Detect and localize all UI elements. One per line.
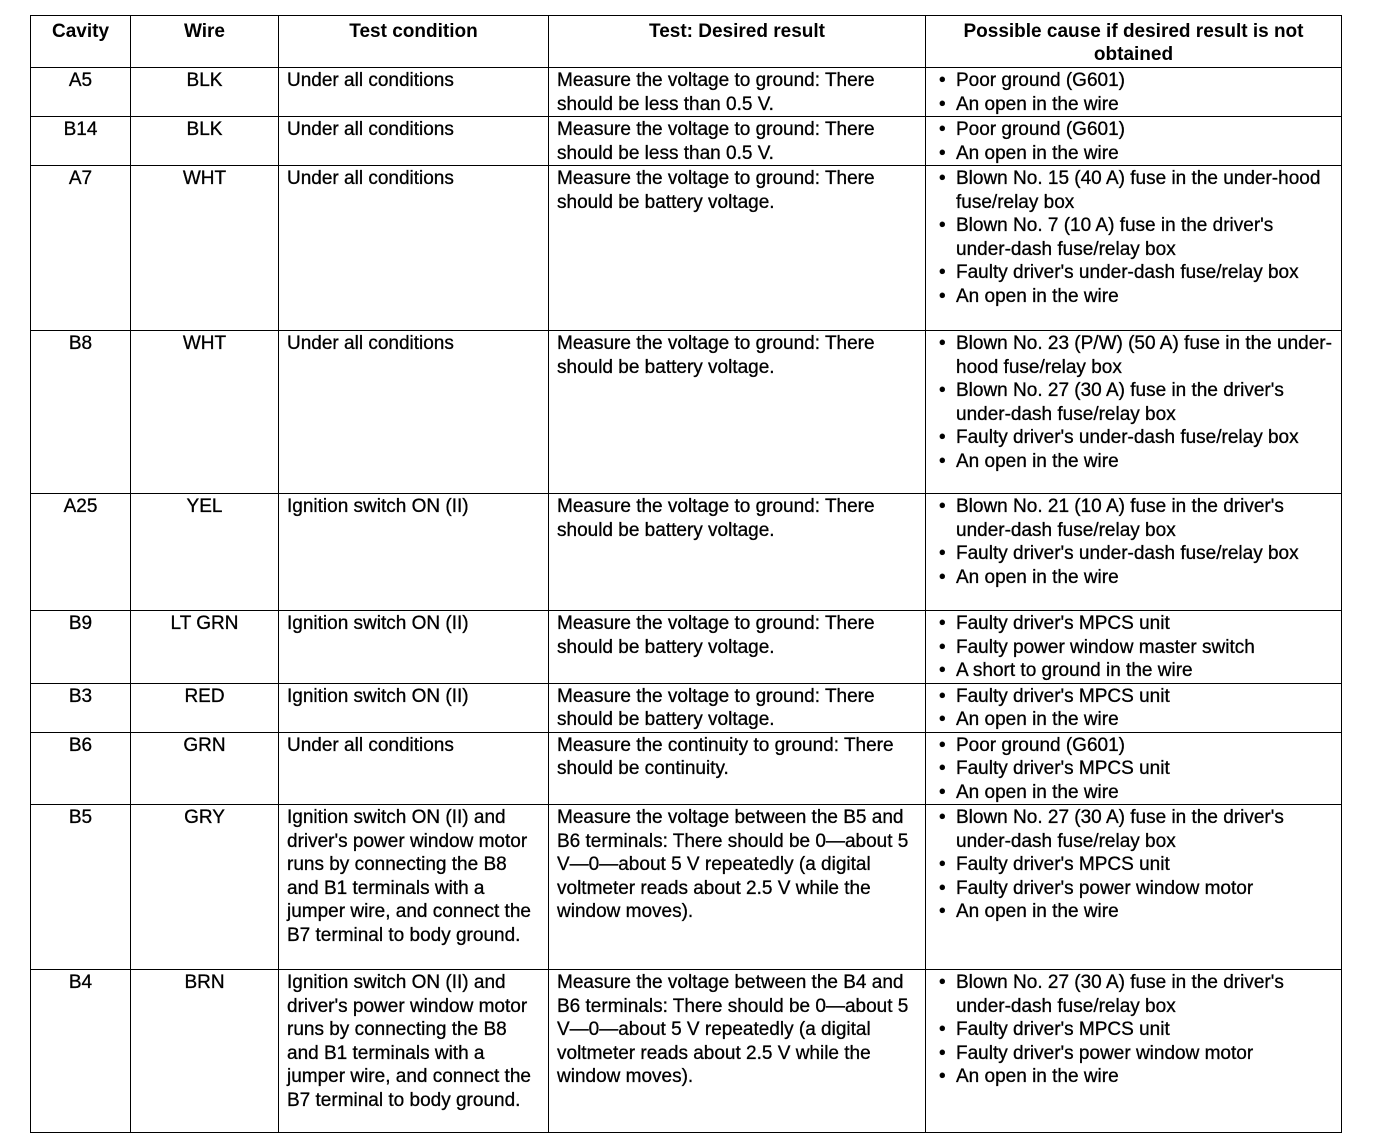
- test-condition-cell: Ignition switch ON (II): [279, 683, 549, 732]
- test-condition-cell: Ignition switch ON (II): [279, 494, 549, 611]
- cause-item: • Blown No. 23 (P/W) (50 A) fuse in the under-hood fuse/relay box: [956, 332, 1333, 379]
- table-row: [31, 494, 1342, 611]
- cause-item: • Faulty driver's MPCS unit: [956, 1018, 1333, 1042]
- header-row: [31, 16, 1342, 68]
- cause-item: • Blown No. 27 (30 A) fuse in the driver's under-dash fuse/relay box: [956, 379, 1333, 426]
- table-row: [31, 683, 1342, 732]
- cavity-cell: B9: [31, 611, 131, 684]
- desired-result-cell: Measure the voltage to ground: There should be battery voltage.: [549, 683, 926, 732]
- possible-cause-cell: [926, 166, 1342, 331]
- cause-list: [934, 971, 1333, 1089]
- cause-item: • Faulty driver's under-dash fuse/relay box: [956, 426, 1333, 450]
- cavity-cell: A5: [31, 68, 131, 117]
- possible-cause-cell: [926, 331, 1342, 494]
- wire-cell: RED: [131, 683, 279, 732]
- table-row: [31, 117, 1342, 166]
- wire-cell: BRN: [131, 970, 279, 1133]
- test-condition-cell: Ignition switch ON (II) and driver's power window motor runs by connecting the B8 and B1 terminals with a jumper wire, and connect the B7 terminal to body ground.: [279, 805, 549, 970]
- possible-cause-cell: [926, 611, 1342, 684]
- cause-item: • An open in the wire: [956, 285, 1333, 309]
- cavity-cell: B5: [31, 805, 131, 970]
- possible-cause-cell: [926, 683, 1342, 732]
- desired-result-cell: Measure the voltage between the B5 and B6 terminals: There should be 0—about 5 V—0—about 5 V repeatedly (a digital voltmeter reads about 2.5 V while the window moves).: [549, 805, 926, 970]
- table-row: [31, 732, 1342, 805]
- cause-item: • Blown No. 15 (40 A) fuse in the under-hood fuse/relay box: [956, 167, 1333, 214]
- wire-cell: BLK: [131, 117, 279, 166]
- cause-item: • An open in the wire: [956, 450, 1333, 474]
- desired-result-cell: Measure the voltage to ground: There should be battery voltage.: [549, 331, 926, 494]
- cause-item: • An open in the wire: [956, 142, 1333, 166]
- desired-result-cell: Measure the continuity to ground: There should be continuity.: [549, 732, 926, 805]
- desired-result-cell: Measure the voltage to ground: There should be battery voltage.: [549, 611, 926, 684]
- desired-result-cell: Measure the voltage between the B4 and B6 terminals: There should be 0—about 5 V—0—about 5 V repeatedly (a digital voltmeter reads about 2.5 V while the window moves).: [549, 970, 926, 1133]
- test-condition-cell: Ignition switch ON (II): [279, 611, 549, 684]
- cause-item: • Faulty driver's MPCS unit: [956, 757, 1333, 781]
- wire-cell: WHT: [131, 166, 279, 331]
- desired-result-cell: Measure the voltage to ground: There should be less than 0.5 V.: [549, 68, 926, 117]
- cavity-cell: A7: [31, 166, 131, 331]
- possible-cause-cell: [926, 494, 1342, 611]
- cavity-cell: B8: [31, 331, 131, 494]
- cause-item: • Faulty driver's MPCS unit: [956, 685, 1333, 709]
- possible-cause-cell: [926, 805, 1342, 970]
- cause-item: • Blown No. 21 (10 A) fuse in the driver's under-dash fuse/relay box: [956, 495, 1333, 542]
- wire-cell: WHT: [131, 331, 279, 494]
- cause-item: • Blown No. 7 (10 A) fuse in the driver's under-dash fuse/relay box: [956, 214, 1333, 261]
- table-row: [31, 805, 1342, 970]
- desired-result-cell: Measure the voltage to ground: There should be battery voltage.: [549, 494, 926, 611]
- cause-list: [934, 685, 1333, 732]
- cause-list: [934, 734, 1333, 805]
- cause-item: • An open in the wire: [956, 1065, 1333, 1089]
- test-condition-cell: Ignition switch ON (II) and driver's power window motor runs by connecting the B8 and B1 terminals with a jumper wire, and connect the B7 terminal to body ground.: [279, 970, 549, 1133]
- cavity-cell: B6: [31, 732, 131, 805]
- cause-list: [934, 806, 1333, 924]
- possible-cause-cell: [926, 68, 1342, 117]
- cause-item: • Faulty driver's under-dash fuse/relay box: [956, 261, 1333, 285]
- header-test-condition: Test condition: [279, 16, 549, 68]
- table-row: [31, 611, 1342, 684]
- cause-item: • Faulty power window master switch: [956, 636, 1333, 660]
- cause-item: • Poor ground (G601): [956, 118, 1333, 142]
- cause-list: [934, 118, 1333, 165]
- cause-item: • Faulty driver's power window motor: [956, 1042, 1333, 1066]
- cause-item: • An open in the wire: [956, 708, 1333, 732]
- cause-item: • Faulty driver's power window motor: [956, 877, 1333, 901]
- possible-cause-cell: [926, 970, 1342, 1133]
- desired-result-cell: Measure the voltage to ground: There should be battery voltage.: [549, 166, 926, 331]
- wire-cell: BLK: [131, 68, 279, 117]
- cause-item: • Faulty driver's MPCS unit: [956, 853, 1333, 877]
- cause-item: • An open in the wire: [956, 566, 1333, 590]
- wire-cell: YEL: [131, 494, 279, 611]
- table-row: [31, 68, 1342, 117]
- wire-cell: LT GRN: [131, 611, 279, 684]
- table-row: [31, 166, 1342, 331]
- test-condition-cell: Under all conditions: [279, 68, 549, 117]
- header-desired-result: Test: Desired result: [549, 16, 926, 68]
- cause-list: [934, 612, 1333, 683]
- test-condition-cell: Under all conditions: [279, 331, 549, 494]
- header-cavity: Cavity: [31, 16, 131, 68]
- cavity-cell: B4: [31, 970, 131, 1133]
- cause-list: [934, 69, 1333, 116]
- test-condition-cell: Under all conditions: [279, 166, 549, 331]
- desired-result-cell: Measure the voltage to ground: There should be less than 0.5 V.: [549, 117, 926, 166]
- cavity-cell: A25: [31, 494, 131, 611]
- cause-item: • A short to ground in the wire: [956, 659, 1333, 683]
- cavity-cell: B14: [31, 117, 131, 166]
- test-condition-cell: Under all conditions: [279, 732, 549, 805]
- table-row: [31, 331, 1342, 494]
- cause-list: [934, 167, 1333, 308]
- cavity-cell: B3: [31, 683, 131, 732]
- cause-item: • An open in the wire: [956, 93, 1333, 117]
- cause-item: • Blown No. 27 (30 A) fuse in the driver's under-dash fuse/relay box: [956, 971, 1333, 1018]
- diagnostic-table: [30, 15, 1342, 1133]
- cause-list: [934, 495, 1333, 589]
- cause-item: • An open in the wire: [956, 781, 1333, 805]
- wire-cell: GRN: [131, 732, 279, 805]
- cause-item: • Faulty driver's under-dash fuse/relay box: [956, 542, 1333, 566]
- cause-item: • Faulty driver's MPCS unit: [956, 612, 1333, 636]
- table-row: [31, 970, 1342, 1133]
- cause-item: • Blown No. 27 (30 A) fuse in the driver's under-dash fuse/relay box: [956, 806, 1333, 853]
- cause-item: • Poor ground (G601): [956, 734, 1333, 758]
- header-wire: Wire: [131, 16, 279, 68]
- wire-cell: GRY: [131, 805, 279, 970]
- possible-cause-cell: [926, 732, 1342, 805]
- test-condition-cell: Under all conditions: [279, 117, 549, 166]
- cause-item: • An open in the wire: [956, 900, 1333, 924]
- possible-cause-cell: [926, 117, 1342, 166]
- header-possible-cause: Possible cause if desired result is not obtained: [926, 16, 1342, 68]
- cause-list: [934, 332, 1333, 473]
- cause-item: • Poor ground (G601): [956, 69, 1333, 93]
